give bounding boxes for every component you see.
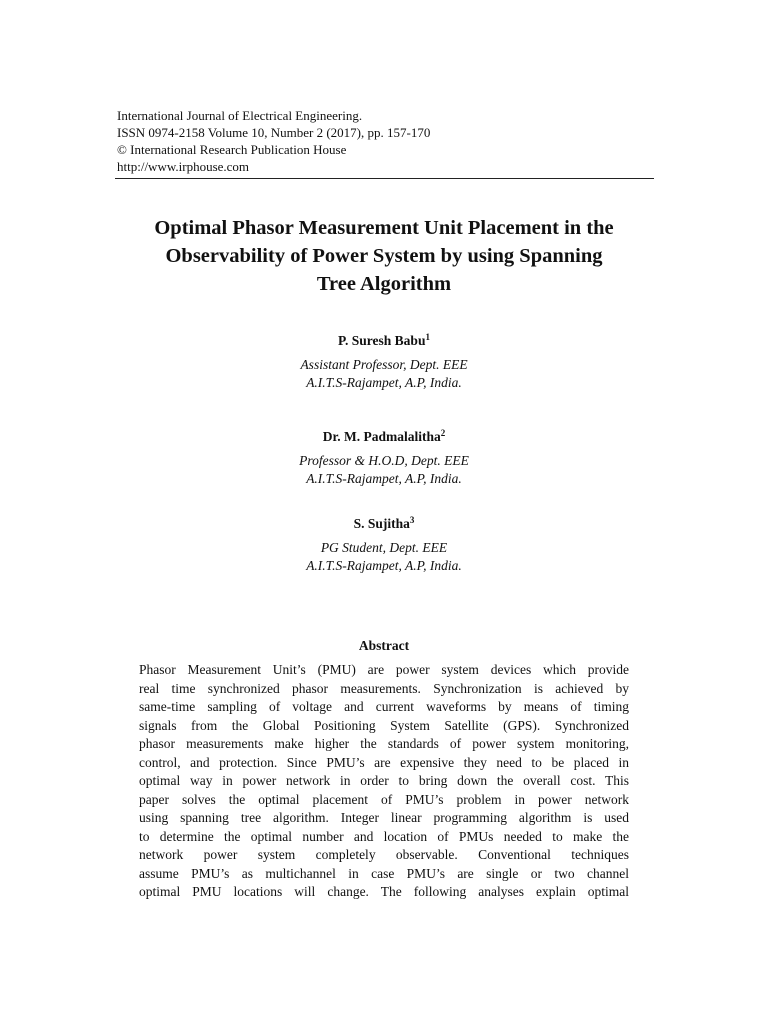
abstract-line: same-time sampling of voltage and current waveforms by means of timing	[139, 699, 629, 714]
journal-copyright: © International Research Publication House	[117, 142, 347, 157]
header-divider	[115, 178, 654, 179]
paper-title	[100, 214, 668, 298]
abstract-line: Phasor Measurement Unit’s (PMU) are power system devices which provide	[139, 662, 629, 677]
abstract-line: optimal way in power network in order to bring down the overall cost. This	[139, 773, 629, 788]
title-line: Tree Algorithm	[316, 273, 452, 295]
author-institution: A.I.T.S-Rajampet, A.P, India.	[306, 470, 462, 486]
abstract-heading: Abstract	[358, 638, 410, 653]
abstract-line: paper solves the optimal placement of PMU’s problem in power network	[139, 791, 629, 807]
title-line: Optimal Phasor Measurement Unit Placement in the	[154, 217, 614, 239]
abstract-line: signals from the Global Positioning System Satellite (GPS). Synchronized	[139, 717, 629, 733]
abstract-line: to determine the optimal number and location of PMUs needed to make the	[139, 828, 629, 844]
abstract-line: phasor measurements make higher the standards of power system monitoring,	[139, 736, 629, 751]
author-position: Assistant Professor, Dept. EEE	[300, 357, 468, 372]
author-marker: 3	[409, 515, 415, 525]
abstract-line: using spanning tree algorithm. Integer linear programming algorithm is used	[139, 810, 629, 825]
abstract-body	[139, 661, 629, 902]
author-name: Dr. M. Padmalalitha$^2$	[322, 428, 446, 444]
author-name: P. Suresh Babu$^1$	[338, 332, 430, 348]
abstract-line: real time synchronized phasor measurements. Synchronization is achieved by	[139, 680, 629, 696]
author-position: PG Student, Dept. EEE	[320, 540, 448, 555]
author-marker: 1	[425, 332, 430, 342]
abstract-line: assume PMU’s as multichannel in case PMU’s are single or two channel	[139, 865, 629, 881]
author-block-1	[134, 332, 634, 391]
author-position: Professor & H.O.D, Dept. EEE	[299, 453, 469, 468]
author-institution: A.I.T.S-Rajampet, A.P, India.	[306, 557, 462, 573]
abstract-line: control, and protection. Since PMU’s are expensive they need to be placed in	[139, 754, 629, 770]
title-line: Observability of Power System by using Spanning	[165, 245, 603, 267]
journal-url[interactable]: http://www.irphouse.com	[117, 159, 250, 174]
author-marker: 2	[440, 428, 446, 438]
author-name: S. Sujitha$^3$	[353, 515, 415, 531]
journal-name: International Journal of Electrical Engineering.	[117, 108, 363, 123]
journal-issn: ISSN 0974-2158 Volume 10, Number 2 (2017), pp. 157-170	[117, 125, 431, 140]
author-institution: A.I.T.S-Rajampet, A.P, India.	[306, 374, 462, 390]
abstract-line: network power system completely observable. Conventional techniques	[139, 847, 629, 862]
journal-header	[117, 107, 654, 175]
abstract-line: optimal PMU locations will change. The following analyses explain optimal	[139, 884, 629, 899]
author-block-2	[134, 428, 634, 487]
author-block-3	[134, 515, 634, 574]
